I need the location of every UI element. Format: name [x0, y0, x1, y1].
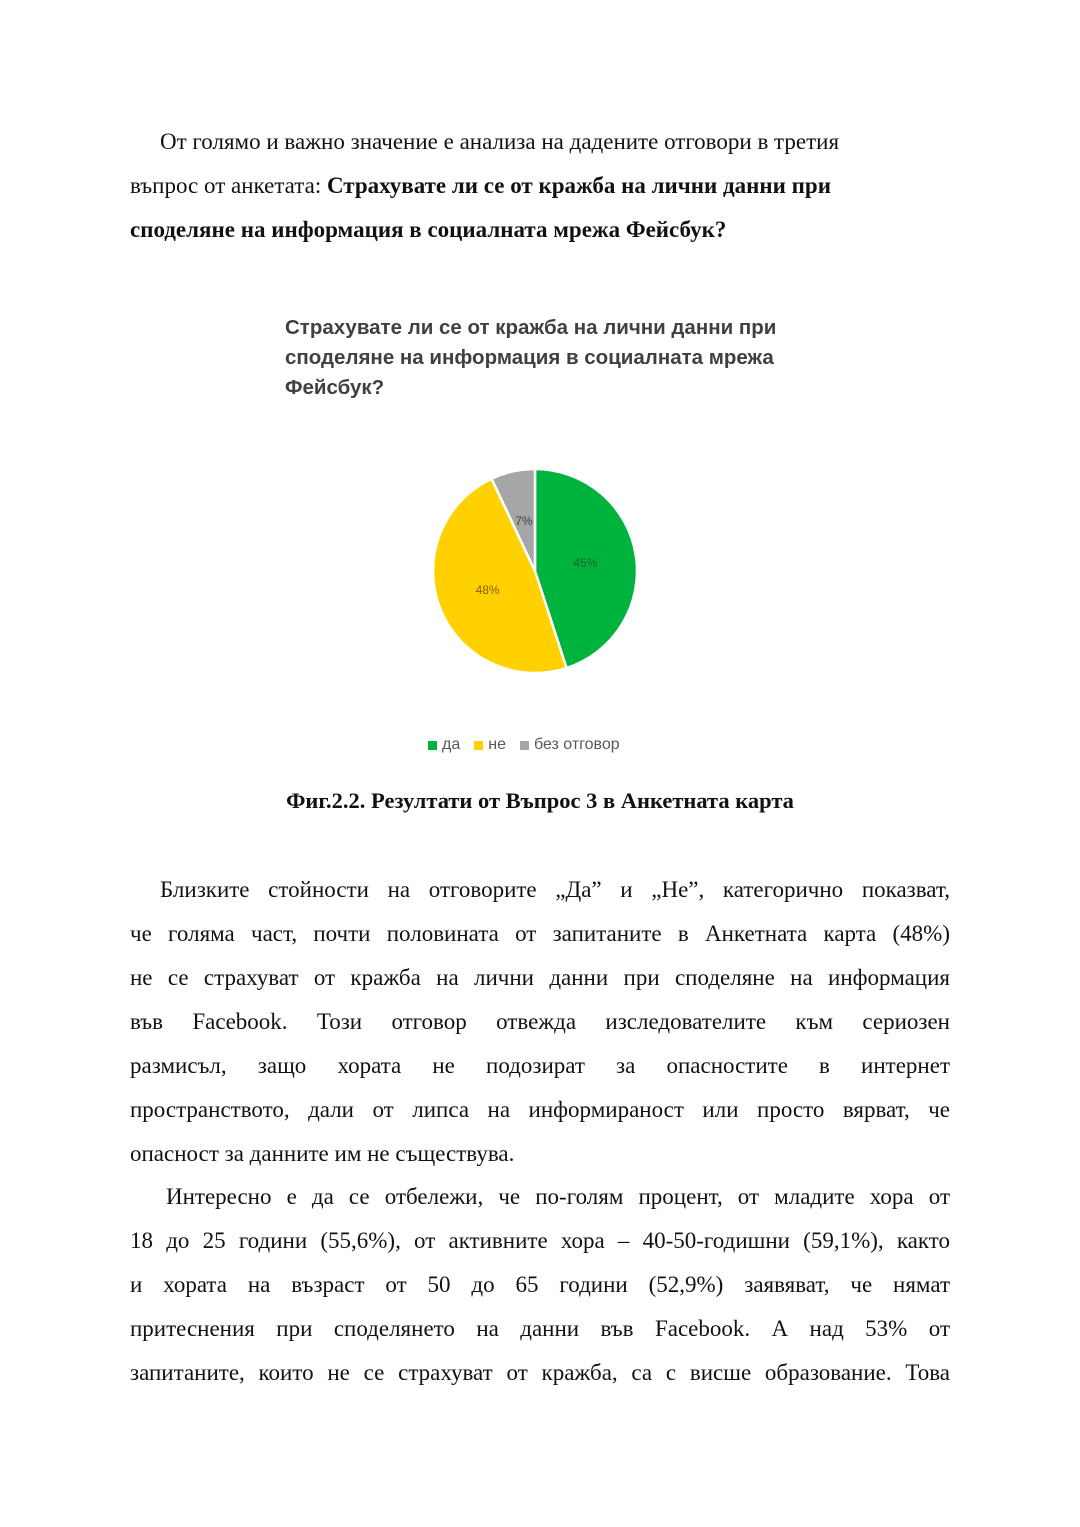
legend-label-ne: не	[488, 736, 506, 753]
chart-title	[285, 313, 845, 403]
legend-swatch-no-answer	[520, 741, 529, 750]
paragraph-line: опасност за данните им не съществува.	[130, 1141, 515, 1166]
paragraph-line: Интересно е да се отбележи, че по-голям процент, от младите хора от	[166, 1184, 950, 1209]
intro-paragraph	[130, 120, 950, 252]
paragraph-line: и хората на възраст от 50 до 65 години (52,9%) заявяват, че нямат	[130, 1272, 950, 1297]
paragraph-line: че голяма част, почти половината от запитаните в Анкетната карта (48%)	[130, 921, 950, 946]
legend-item-no-answer	[520, 736, 620, 754]
intro-line-1: От голямо и важно значение е анализа на дадените отговори в третия	[160, 129, 840, 154]
legend-swatch-da	[428, 741, 437, 750]
body-paragraph-2	[130, 1175, 950, 1395]
question-text: Страхувате ли се от кражба на лични данни при	[326, 173, 831, 198]
question-text-cont: споделяне на информация в социалната мрежа Фейсбук?	[130, 217, 727, 242]
pie-label-no-answer: 7%	[515, 514, 533, 529]
paragraph-line: Близките стойности на отговорите „Да” и „Не”, категорично показват,	[160, 877, 950, 902]
legend-swatch-ne	[474, 741, 483, 750]
paragraph-line: 18 до 25 години (55,6%), от активните хора – 40-50-годишни (59,1%), както	[130, 1228, 950, 1253]
pie-label-da: 45%	[573, 556, 598, 571]
paragraph-line: не се страхуват от кражба на лични данни при споделяне на информация	[130, 965, 950, 990]
paragraph-line: размисъл, защо хората не подозират за опасностите в интернет	[130, 1053, 950, 1078]
figure-caption: Фиг.2.2. Резултати от Въпрос 3 в Анкетната карта	[286, 788, 794, 813]
chart-title-line: Фейсбук?	[285, 376, 385, 399]
chart-legend	[428, 736, 620, 754]
legend-label-no-answer: без отговор	[533, 736, 620, 753]
chart-title-line: Страхувате ли се от кражба на лични данни при	[285, 316, 777, 339]
intro-line-2: въпрос от анкетата: Страхувате ли се от кражба на лични данни при	[130, 173, 831, 198]
pie-chart	[420, 455, 650, 685]
legend-item-da	[428, 736, 460, 754]
chart-title-line: споделяне на информация в социалната мрежа	[285, 346, 774, 369]
paragraph-line: запитаните, които не се страхуват от кражба, са с висше образование. Това	[130, 1360, 950, 1385]
paragraph-line: във Facebook. Този отговор отвежда изследователите към сериозен	[130, 1009, 950, 1034]
pie-label-ne: 48%	[475, 582, 500, 597]
paragraph-line: притеснения при споделянето на данни във Facebook. А над 53% от	[130, 1316, 950, 1341]
intro-line-3	[130, 208, 950, 252]
legend-item-ne	[474, 736, 506, 754]
body-paragraph-1	[130, 868, 950, 1176]
legend-label-da: да	[442, 736, 461, 753]
paragraph-line: пространството, дали от липса на информираност или просто вярват, че	[130, 1097, 950, 1122]
